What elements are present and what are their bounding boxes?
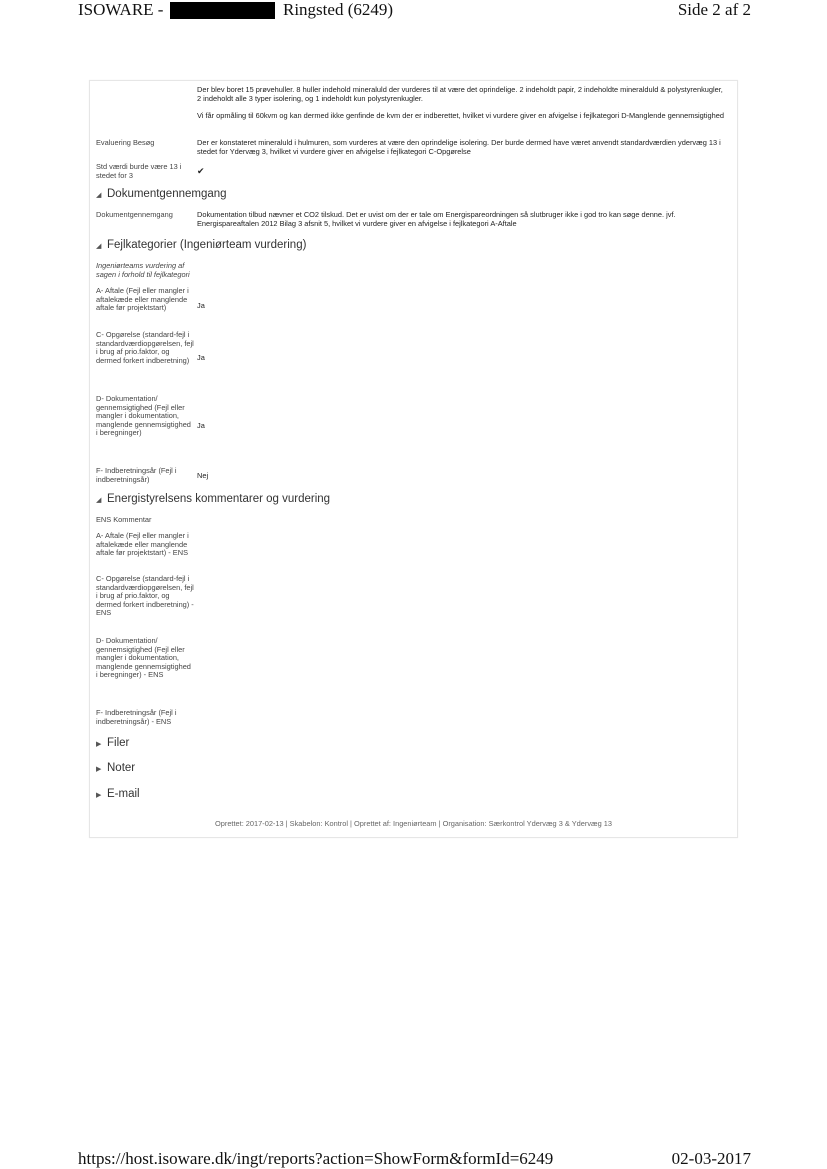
- ens-row-c-label: C- Opgørelse (standard-fejl i standardværdiopgørelsen, fejl i brug af prio.faktor, og dermed forkert indberetning) - ENS: [96, 574, 194, 618]
- footer-url: https://host.isoware.dk/ingt/reports?action=ShowForm&formId=6249: [78, 1149, 554, 1168]
- section-fejlkategorier[interactable]: ◢ Fejlkategorier (Ingeniørteam vurdering): [96, 239, 307, 251]
- app-title: ISOWARE -: [78, 0, 164, 19]
- check-icon: ✔: [197, 166, 205, 176]
- section-noter[interactable]: ▶ Noter: [96, 762, 136, 774]
- intro-paragraph-2: Vi får opmåling til 60kvm og kan dermed ikke genfinde de kvm der er indberettet, hvilket vi vurdere giver en afvigelse i fejlkategori D-Manglende gennemsigtighed: [197, 111, 724, 120]
- form-meta: Oprettet: 2017-02-13 | Skabelon: Kontrol | Oprettet af: Ingeniørteam | Organisation: Særkontrol Ydervæg 3 & Ydervæg 13: [215, 819, 612, 828]
- ens-row-a-label: A- Aftale (Fejl eller mangler i aftalekæde eller manglende aftale før projektstart) - ENS: [96, 531, 189, 558]
- footer-date: 02-03-2017: [671, 1149, 751, 1168]
- section-email[interactable]: ▶ E-mail: [96, 788, 140, 800]
- fejl-row-a-value: Ja: [197, 301, 205, 310]
- dokument-value: Dokumentation tilbud nævner et CO2 tilskud. Det er uvist om der er tale om Energispareordningen så slutbruger ikke i god tro kan søge denne. jvf. Energispareaftalen 2012 Bilag 3 afsnit 5, hvilket vi vurdere giver en afvigelse i fejlkategori A-Aftale: [197, 210, 676, 228]
- evaluering-label: Evaluering Besøg: [96, 138, 155, 147]
- org-title: Ringsted (6249): [283, 0, 394, 19]
- section-dokumentgennemgang[interactable]: ◢ Dokumentgennemgang: [96, 188, 227, 200]
- triangle-down-icon: ◢: [96, 192, 102, 199]
- fejl-row-a-label: A- Aftale (Fejl eller mangler i aftalekæde eller manglende aftale før projektstart): [96, 286, 189, 313]
- page-header: [0, 0, 827, 24]
- std-label: Std værdi burde være 13 i stedet for 3: [96, 162, 182, 180]
- triangle-right-icon: ▶: [96, 766, 102, 773]
- section-filer[interactable]: ▶ Filer: [96, 737, 130, 749]
- evaluering-value: Der er konstateret mineraluld i hulmuren, som vurderes at være den oprindelige isolering. Der burde dermed have været anvendt standardværdien ydervæg 13 i stedet for Ydervæg 3, hvilket vi vurdere giver en afvigelse i fejlkategori C-Opgørelse: [197, 138, 721, 156]
- fejl-row-f-label: F- Indberetningsår (Fejl i indberetningsår): [96, 466, 177, 484]
- ens-comment-label: ENS Kommentar: [96, 515, 152, 524]
- triangle-right-icon: ▶: [96, 741, 102, 748]
- triangle-right-icon: ▶: [96, 792, 102, 799]
- redacted-block: [170, 2, 275, 19]
- fejl-intro: Ingeniørteams vurdering af sagen i forhold til fejlkategori: [96, 261, 190, 279]
- fejl-row-d-value: Ja: [197, 421, 205, 430]
- ens-row-d-label: D- Dokumentation/ gennemsigtighed (Fejl eller mangler i dokumentation, manglende gennemsigtighed i beregninger) - ENS: [96, 636, 191, 680]
- section-energistyrelsen[interactable]: ◢ Energistyrelsens kommentarer og vurdering: [96, 493, 331, 505]
- page-number: Side 2 af 2: [677, 0, 751, 19]
- intro-paragraph-1: Der blev boret 15 prøvehuller. 8 huller indehold mineraluld der vurderes til at være det oprindelige. 2 indeholdt papir, 2 indeholdte mineralduld & polystyrenkugler, 2 indeholdt alle 3 typer isolering, og 1 indeholdt kun polystyrenkugler.: [197, 85, 723, 103]
- fejl-row-c-label: C- Opgørelse (standard-fejl i standardværdiopgørelsen, fejl i brug af prio.faktor, og dermed forkert indberetning): [96, 330, 194, 365]
- fejl-row-d-label: D- Dokumentation/ gennemsigtighed (Fejl eller mangler i dokumentation, manglende gennemsigtighed i beregninger): [96, 394, 191, 438]
- fejl-row-f-value: Nej: [197, 471, 209, 480]
- ens-row-f-label: F- Indberetningsår (Fejl i indberetningsår) - ENS: [96, 708, 177, 726]
- dokument-label: Dokumentgennemgang: [96, 210, 173, 219]
- triangle-down-icon: ◢: [96, 243, 102, 250]
- triangle-down-icon: ◢: [96, 497, 102, 504]
- fejl-row-c-value: Ja: [197, 353, 205, 362]
